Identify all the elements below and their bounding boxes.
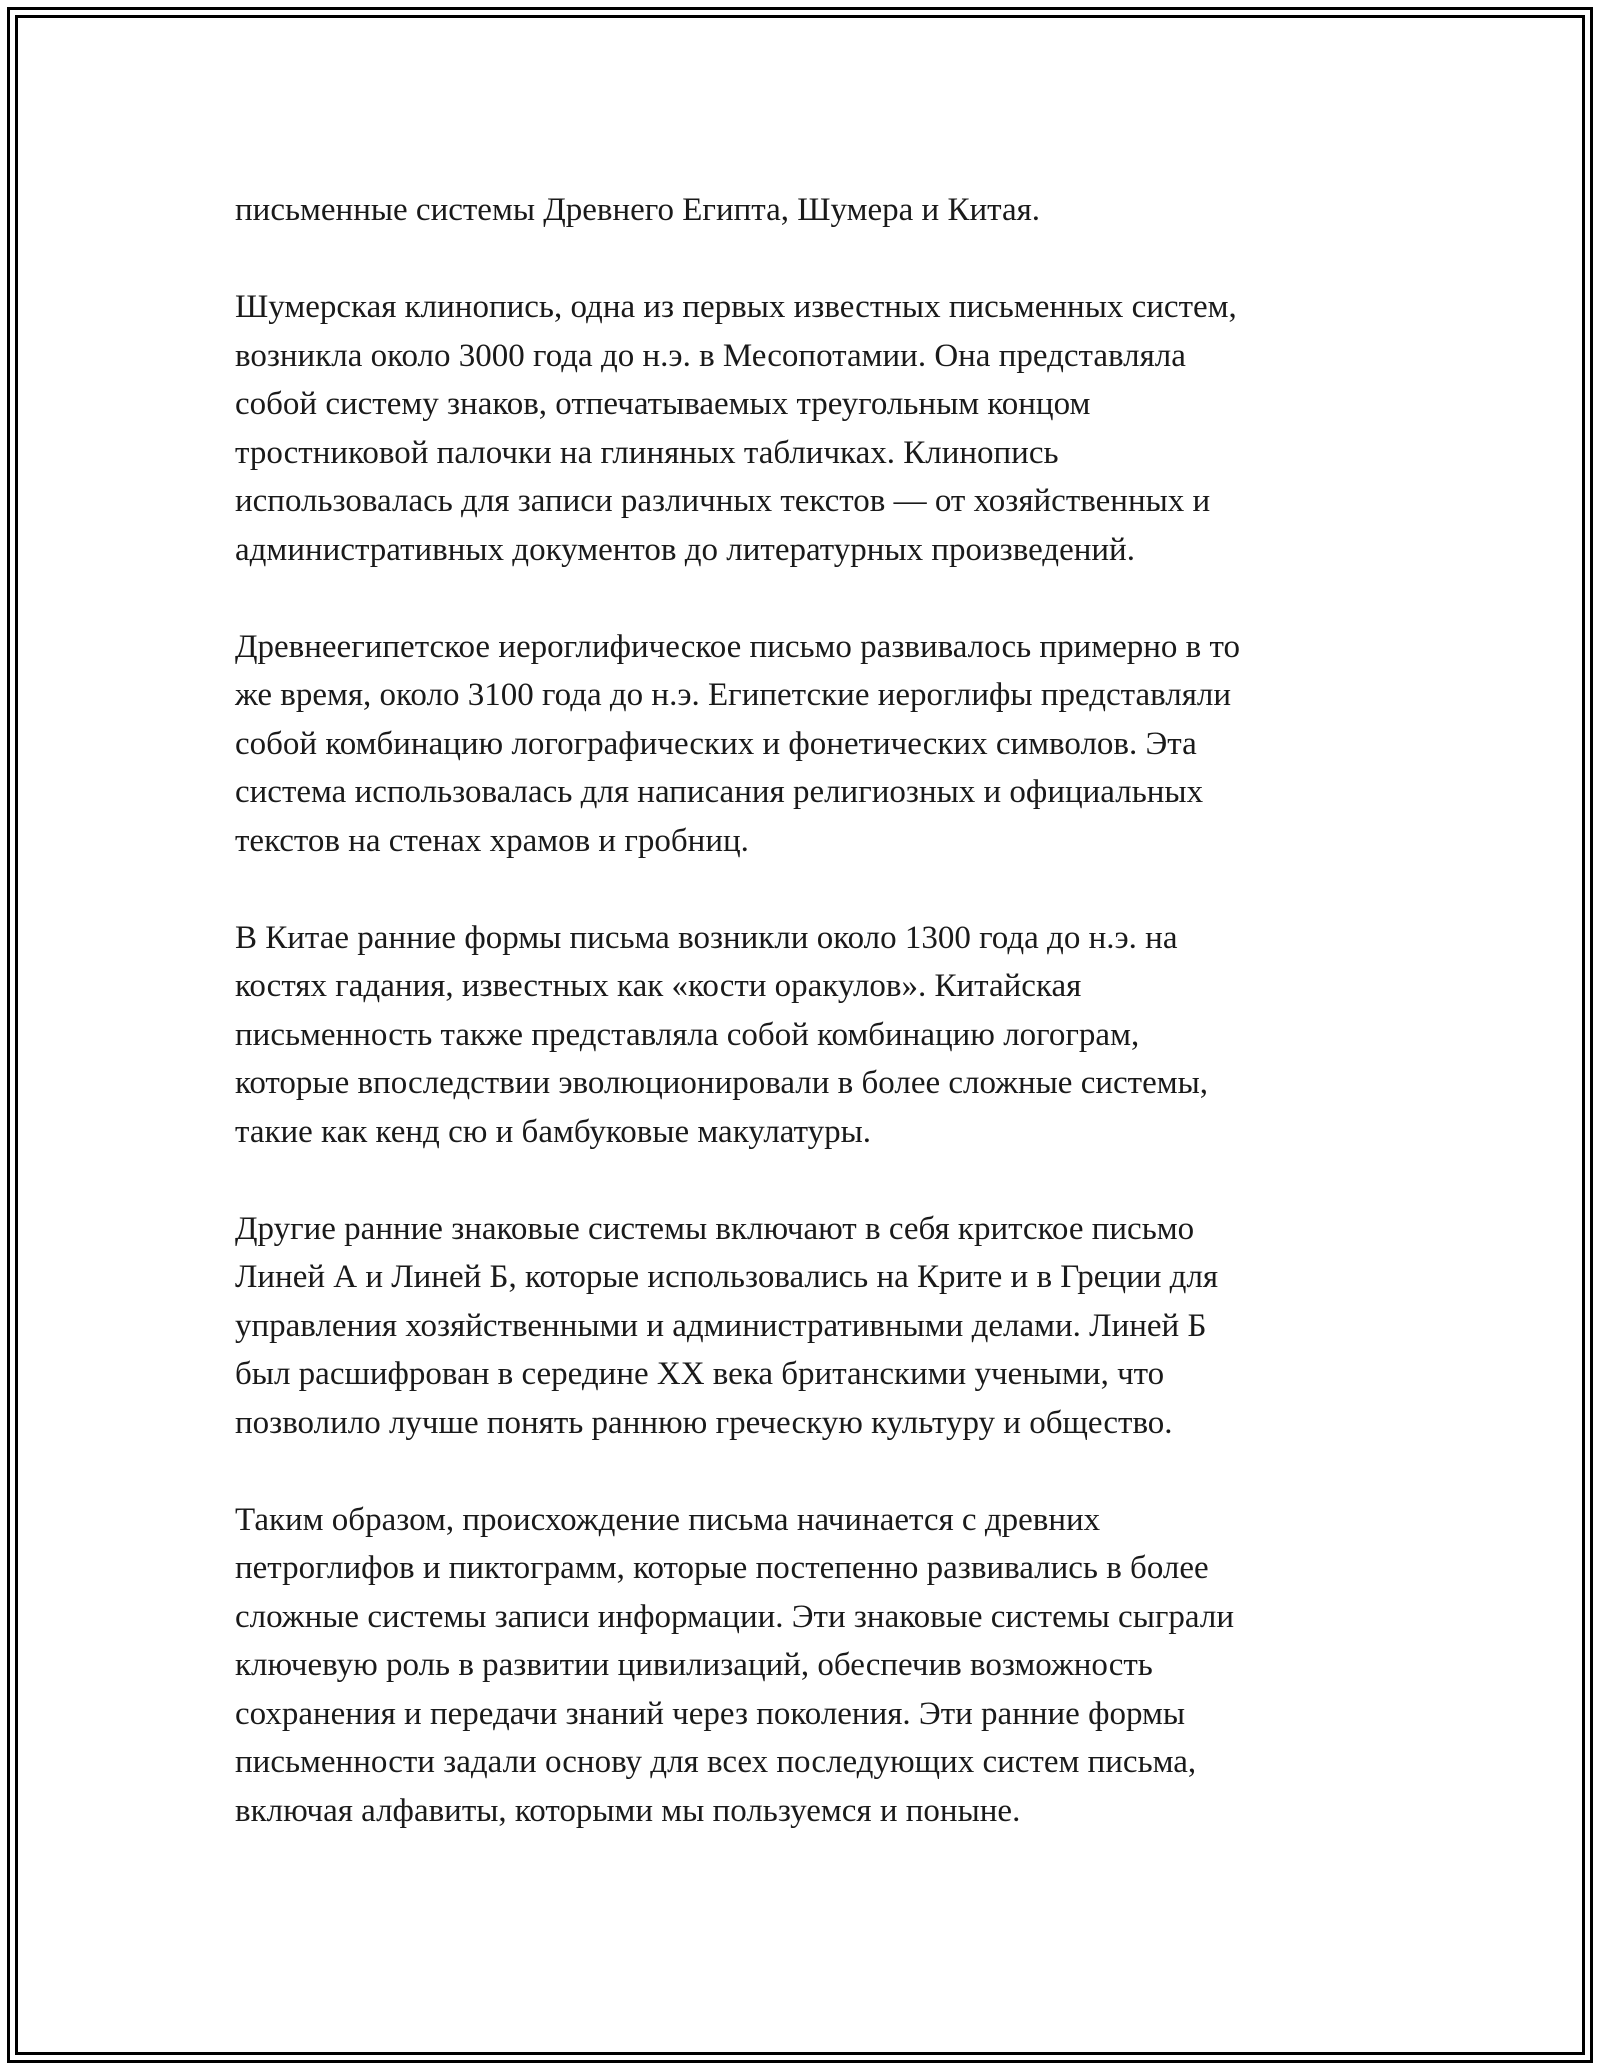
paragraph — [235, 914, 1365, 1157]
text-line: позволило лучше понять раннюю греческую культуру и общество. — [235, 1404, 1173, 1441]
paragraph — [235, 186, 1365, 235]
text-line: административных документов до литературных произведений. — [235, 531, 1135, 568]
text-line: сложные системы записи информации. Эти знаковые системы сыграли — [235, 1598, 1234, 1635]
text-line: письменные системы Древнего Египта, Шумера и Китая. — [235, 192, 1041, 228]
text-line: ключевую роль в развитии цивилизаций, обеспечив возможность — [235, 1647, 1153, 1683]
text-line: управления хозяйственными и административными делами. Линей Б — [235, 1307, 1207, 1344]
text-line: петроглифов и пиктограмм, которые постепенно развивались в более — [235, 1550, 1209, 1586]
text-line: использовалась для записи различных текстов — от хозяйственных и — [235, 483, 1211, 519]
text-line: сохранения и передачи знаний через поколения. Эти ранние формы — [235, 1695, 1186, 1732]
paragraph — [235, 1496, 1365, 1836]
text-line: Древнеегипетское иероглифическое письмо развивалось примерно в то — [235, 628, 1241, 665]
text-line: такие как кенд сю и бамбуковые макулатуры. — [235, 1113, 871, 1150]
text-line: Линей А и Линей Б, которые использовались на Крите и в Греции для — [235, 1259, 1219, 1295]
text-line: письменность также представляла собой комбинацию логограм, — [235, 1016, 1140, 1053]
paragraph — [235, 1205, 1365, 1448]
text-line: костях гадания, известных как «кости оракулов». Китайская — [235, 968, 1082, 1004]
text-line: Другие ранние знаковые системы включают в себя критское письмо — [235, 1210, 1195, 1247]
text-line: был расшифрован в середине XX века британскими учеными, что — [235, 1356, 1165, 1392]
text-line: система использовалась для написания религиозных и официальных — [235, 774, 1204, 810]
text-line: В Китае ранние формы письма возникли около 1300 года до н.э. на — [235, 919, 1178, 956]
document-body — [235, 186, 1365, 1884]
text-line: же время, около 3100 года до н.э. Египетские иероглифы представляли — [235, 677, 1232, 713]
text-line: собой комбинацию логографических и фонетических символов. Эта — [235, 725, 1197, 762]
paragraph — [235, 283, 1365, 574]
text-line: письменности задали основу для всех последующих систем письма, — [235, 1744, 1197, 1780]
text-line: возникла около 3000 года до н.э. в Месопотамии. Она представляла — [235, 337, 1186, 374]
text-line: тростниковой палочки на глиняных табличках. Клинопись — [235, 434, 1059, 471]
text-line: текстов на стенах храмов и гробниц. — [235, 822, 749, 859]
paragraph — [235, 623, 1365, 866]
text-line: включая алфавиты, которыми мы пользуемся и поныне. — [235, 1792, 1021, 1829]
text-line: Шумерская клинопись, одна из первых известных письменных систем, — [235, 289, 1237, 325]
text-line: собой систему знаков, отпечатываемых треугольным концом — [235, 386, 1091, 422]
text-line: Таким образом, происхождение письма начинается с древних — [235, 1501, 1101, 1538]
text-line: которые впоследствии эволюционировали в более сложные системы, — [235, 1065, 1209, 1101]
